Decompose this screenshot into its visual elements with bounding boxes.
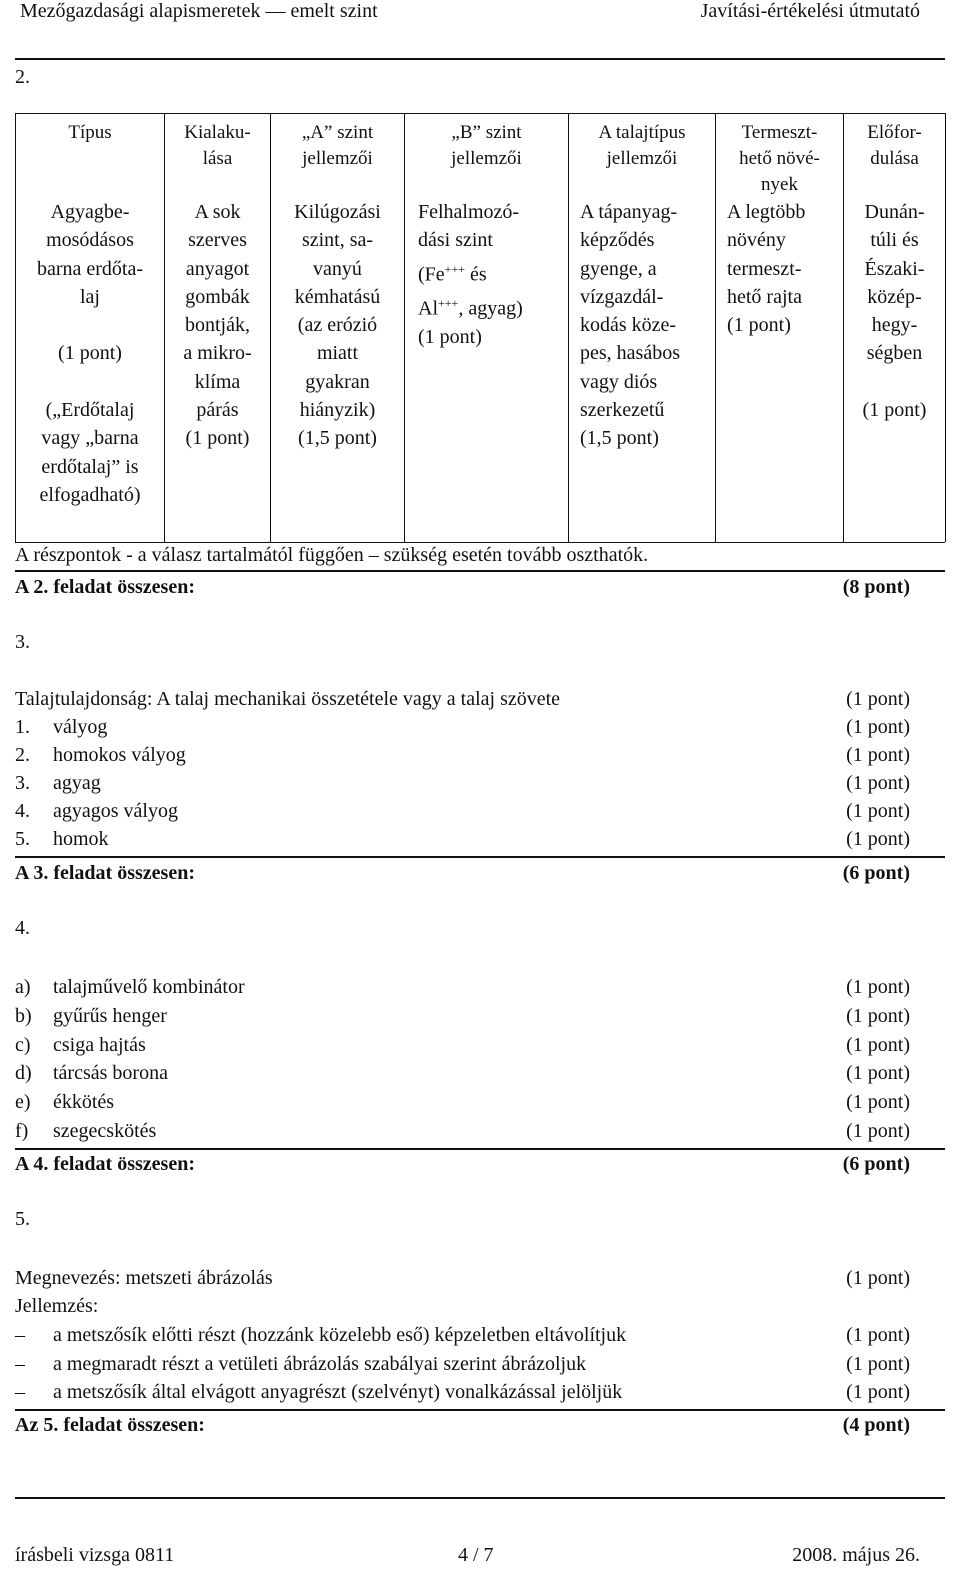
task-2-total-rule: [15, 570, 945, 572]
list-item: – a megmaradt részt a vetületi ábrázolás szabályai szerint ábrázoljuk (1 pont): [15, 1353, 910, 1375]
task-5-name: Megnevezés: metszeti ábrázolás (1 pont): [15, 1267, 910, 1289]
table-header-elofordulasa: Előfor- dulása: [867, 122, 922, 169]
header-right: Javítási-értékelési útmutató: [700, 0, 920, 22]
table-divider: [568, 113, 569, 542]
table-cell-termesztheto: A legtöbb növény termeszt- hető rajta (1 pont): [727, 201, 806, 337]
table-cell-talajtipus: A tápanyag- képződés gyenge, a vízgazdál- kodás köze- pes, hasábos vagy diós szerkezetű (1,5 pont): [580, 201, 680, 450]
task-3-intro: Talajtulajdonság: A talaj mechanikai összetétele vagy a talaj szövete (1 pont): [15, 688, 910, 710]
task-5-char-label: Jellemzés:: [15, 1295, 99, 1317]
table-header-b-szint: „B” szint jellemzői: [451, 122, 522, 169]
table-header-kialakulasa: Kialaku- lása: [184, 122, 251, 169]
task-3-total-rule: [15, 856, 945, 858]
list-item: 4. agyagos vályog (1 pont): [15, 800, 910, 822]
table-border-right: [945, 113, 946, 542]
table-header-a-szint: „A” szint jellemzői: [301, 122, 374, 169]
footer-rule: [15, 1497, 945, 1499]
list-item: e) ékkötés (1 pont): [15, 1091, 910, 1113]
task-2-note: A részpontok - a válasz tartalmától függően – szükség esetén tovább oszthatók.: [15, 544, 649, 566]
header-left: Mezőgazdasági alapismeretek — emelt szint: [20, 0, 378, 22]
list-item: 1. vályog (1 pont): [15, 716, 910, 738]
task-5-total: Az 5. feladat összesen: (4 pont): [15, 1414, 910, 1436]
list-item: d) tárcsás borona (1 pont): [15, 1062, 910, 1084]
task-3-total: A 3. feladat összesen: (6 pont): [15, 862, 910, 884]
table-top-border: [15, 113, 945, 114]
task-2-total: A 2. feladat összesen: (8 pont): [15, 576, 910, 598]
task-2-number: 2.: [15, 66, 30, 88]
table-header-termesztheto: Termeszt- hető növé- nyek: [739, 122, 820, 195]
header-rule: [15, 58, 945, 60]
task-4-total: A 4. feladat összesen: (6 pont): [15, 1153, 910, 1175]
table-header-talajtipus: A talajtípus jellemzői: [598, 122, 686, 169]
list-item: a) talajművelő kombinátor (1 pont): [15, 976, 910, 998]
table-cell-tipus: Agyagbe- mosódásos barna erdőta- laj (1 pont) („Erdőtalaj vagy „barna erdőtalaj” is elfogadható): [36, 201, 144, 506]
footer-left: írásbeli vizsga 0811: [15, 1544, 175, 1566]
list-item: – a metszősík előtti részt (hozzánk közelebb eső) képzeletben eltávolítjuk (1 pont): [15, 1324, 910, 1346]
footer-right: 2008. május 26.: [792, 1544, 920, 1566]
table-cell-a-szint: Kilúgozási szint, sa- vanyú kémhatású (az erózió miatt gyakran hiányzik) (1,5 pont): [294, 201, 381, 450]
list-item: f) szegecskötés (1 pont): [15, 1120, 910, 1142]
list-item: 5. homok (1 pont): [15, 828, 910, 850]
list-item: – a metszősík által elvágott anyagrészt (szelvényt) vonalkázással jelöljük (1 pont): [15, 1381, 910, 1403]
footer-page: 4 / 7: [458, 1544, 494, 1566]
list-item: b) gyűrűs henger (1 pont): [15, 1005, 910, 1027]
task-4-number: 4.: [15, 917, 30, 939]
task-3-number: 3.: [15, 631, 30, 653]
table-divider: [404, 113, 405, 542]
table-cell-kialakulasa: A sok szerves anyagot gombák bontják, a mikro- klíma párás (1 pont): [183, 201, 252, 450]
list-item: c) csiga hajtás (1 pont): [15, 1034, 910, 1056]
table-cell-elofordulasa: Dunán- túli és Északi- közép- hegy- ségben (1 pont): [862, 201, 927, 422]
table-header-tipus: Típus: [68, 122, 112, 143]
list-item: 2. homokos vályog (1 pont): [15, 744, 910, 766]
table-cell-b-szint: Felhalmozó- dási szint (Fe+++ és Al+++, agyag) (1 pont): [418, 201, 523, 348]
list-item: 3. agyag (1 pont): [15, 772, 910, 794]
task-5-number: 5.: [15, 1208, 30, 1230]
